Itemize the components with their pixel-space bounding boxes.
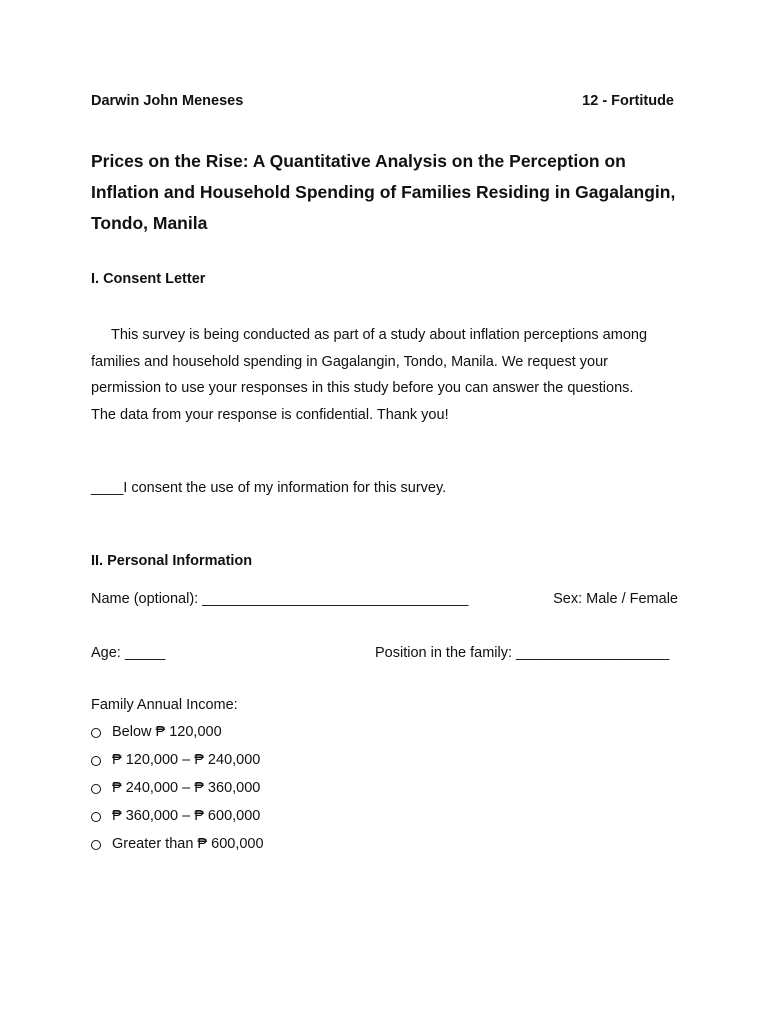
sex-field[interactable]: Sex: Male / Female <box>553 591 678 607</box>
income-option-label: ₱ 360,000 – ₱ 600,000 <box>112 808 261 824</box>
paragraph-line: families and household spending in Gagalangin, Tondo, Manila. We request your <box>91 353 608 370</box>
radio-circle-icon[interactable] <box>91 840 101 850</box>
consent-heading: I. Consent Letter <box>91 271 206 287</box>
income-label: Family Annual Income: <box>91 697 238 713</box>
author-name: Darwin John Meneses <box>91 93 244 109</box>
radio-circle-icon[interactable] <box>91 812 101 822</box>
radio-circle-icon[interactable] <box>91 756 101 766</box>
name-field[interactable]: Name (optional): _________________________________ <box>91 591 469 607</box>
document-title <box>91 146 691 239</box>
paragraph-line: permission to use your responses in this study before you can answer the questions. <box>91 380 634 397</box>
consent-checkbox-line[interactable]: ____I consent the use of my information for this survey. <box>91 480 447 496</box>
title-line: Tondo, Manila <box>91 213 208 233</box>
class-section: 12 - Fortitude <box>582 93 674 109</box>
radio-circle-icon[interactable] <box>91 784 101 794</box>
income-option[interactable] <box>91 752 264 780</box>
position-field[interactable]: Position in the family: ___________________ <box>375 645 670 661</box>
title-line: Prices on the Rise: A Quantitative Analysis on the Perception on <box>91 151 626 171</box>
title-line: Inflation and Household Spending of Families Residing in Gagalangin, <box>91 182 676 202</box>
income-option[interactable] <box>91 836 264 864</box>
income-option-label: ₱ 120,000 – ₱ 240,000 <box>112 752 261 768</box>
income-option-label: Below ₱ 120,000 <box>112 724 222 740</box>
personal-info-heading: II. Personal Information <box>91 553 253 569</box>
age-field[interactable]: Age: _____ <box>91 645 166 661</box>
income-option[interactable] <box>91 808 264 836</box>
income-option[interactable] <box>91 780 264 808</box>
income-option-label: Greater than ₱ 600,000 <box>112 836 264 852</box>
consent-paragraph <box>91 322 691 429</box>
paragraph-line: This survey is being conducted as part of a study about inflation perceptions among <box>111 327 648 343</box>
paragraph-line: The data from your response is confidential. Thank you! <box>91 407 449 424</box>
income-options <box>91 724 264 864</box>
income-option[interactable] <box>91 724 264 752</box>
income-option-label: ₱ 240,000 – ₱ 360,000 <box>112 780 261 796</box>
radio-circle-icon[interactable] <box>91 728 101 738</box>
